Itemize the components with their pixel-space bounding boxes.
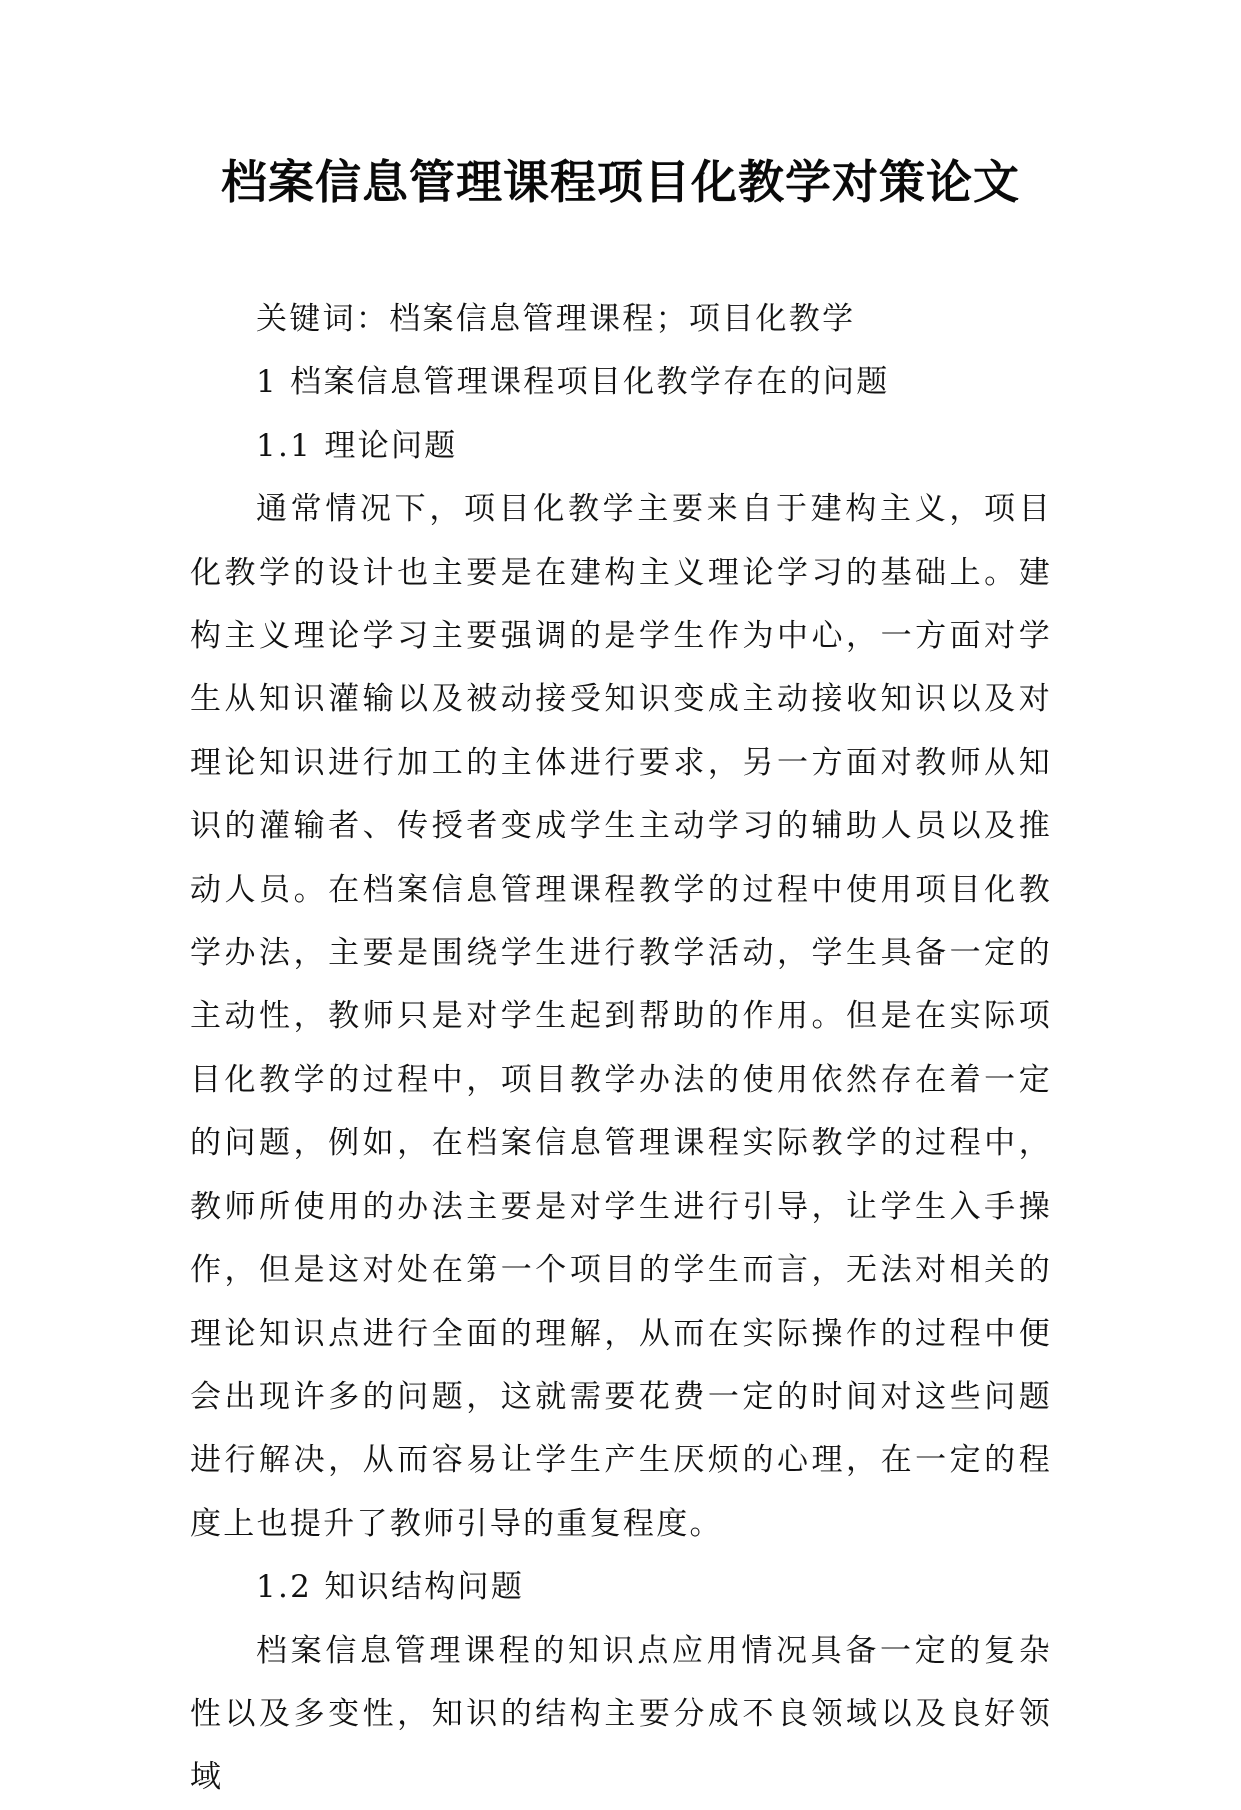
- subsection-heading-1-2: 1.2 知识结构问题: [256, 1569, 525, 1606]
- paragraph-1-2: 档案信息管理课程的知识点应用情况具备一定的复杂性以及多变性，知识的结构主要分成不良领域以及良好领域: [190, 1632, 1052, 1796]
- paragraph-1-1: 通常情况下，项目化教学主要来自于建构主义，项目化教学的设计也主要是在建构主义理论学习的基础上。建构主义理论学习主要强调的是学生作为中心，一方面对学生从知识灌输以及被动接受知识变成主动接收知识以及对理论知识进行加工的主体进行要求，另一方面对教师从知识的灌输者、传授者变成学生主动学习的辅助人员以及推动人员。在档案信息管理课程教学的过程中使用项目化教学办法，主要是围绕学生进行教学活动，学生具备一定的主动性，教师只是对学生起到帮助的作用。但是在实际项目化教学的过程中，项目教学办法的使用依然存在着一定的问题，例如，在档案信息管理课程实际教学的过程中，教师所使用的办法主要是对学生进行引导，让学生入手操作，但是这对处在第一个项目的学生而言，无法对相关的理论知识点进行全面的理解，从而在实际操作的过程中便会出现许多的问题，这就需要花费一定的时间对这些问题进行解决，从而容易让学生产生厌烦的心理，在一定的程度上也提升了教师引导的重复程度。: [190, 491, 1052, 1542]
- subsection-heading-1-1: 1.1 理论问题: [256, 427, 458, 464]
- keywords-line: 关键词：档案信息管理课程；项目化教学: [256, 301, 856, 337]
- document-title: 档案信息管理课程项目化教学对策论文: [221, 155, 1020, 209]
- document-body: [190, 288, 1052, 1810]
- section-heading-1: 1 档案信息管理课程项目化教学存在的问题: [256, 364, 890, 401]
